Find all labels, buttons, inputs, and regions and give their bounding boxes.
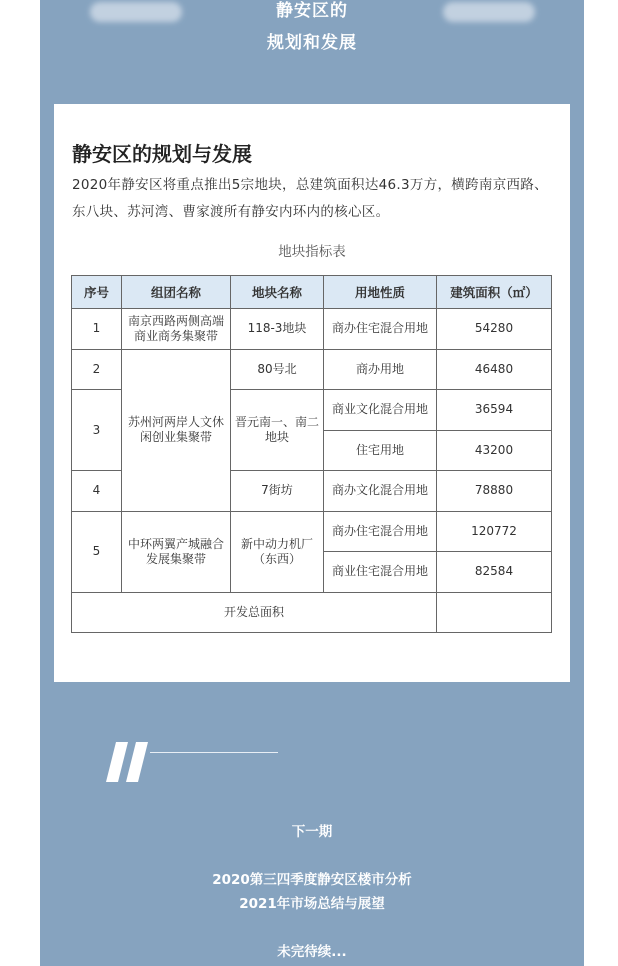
total-value	[437, 592, 552, 633]
cell-area: 120772	[437, 511, 552, 552]
quote-divider	[150, 752, 278, 753]
header-title-line1: 静安区的	[276, 1, 348, 21]
article-title: 静安区的规划与发展	[72, 142, 252, 166]
cell-no: 3	[72, 390, 122, 471]
cell-group: 苏州河两岸人文休闲创业集聚带	[122, 349, 231, 511]
to-be-continued: 未完待续...	[277, 944, 347, 960]
cell-area: 82584	[437, 552, 552, 593]
cell-use: 住宅用地	[324, 430, 437, 471]
next-issue-title-line1: 2020第三四季度静安区楼市分析	[212, 872, 412, 888]
content-card	[54, 104, 570, 682]
plot-index-table	[71, 275, 552, 633]
header-cell-plot: 地块名称	[231, 276, 324, 309]
table-row	[72, 349, 552, 390]
table-total-row	[72, 592, 552, 633]
next-issue-label: 下一期	[291, 824, 333, 840]
header-title-line2: 规划和发展	[267, 33, 357, 53]
cell-area: 46480	[437, 349, 552, 390]
cell-area: 43200	[437, 430, 552, 471]
article-panel	[40, 0, 584, 966]
cell-area: 54280	[437, 309, 552, 350]
table-row	[72, 309, 552, 350]
cell-group: 南京西路两侧高端商业商务集聚带	[122, 309, 231, 350]
cell-use: 商办文化混合用地	[324, 471, 437, 512]
cell-plot: 晋元南一、南二地块	[231, 390, 324, 471]
cell-no: 2	[72, 349, 122, 390]
header-cell-use: 用地性质	[324, 276, 437, 309]
cell-plot: 7街坊	[231, 471, 324, 512]
cell-plot: 118-3地块	[231, 309, 324, 350]
article-intro: 2020年静安区将重点推出5宗地块，总建筑面积达46.3万方，横跨南京西路、东八块、苏河湾、曹家渡所有静安内环内的核心区。	[72, 177, 548, 220]
table-caption: 地块指标表	[278, 244, 346, 260]
cell-use: 商办用地	[324, 349, 437, 390]
header-cell-group: 组团名称	[122, 276, 231, 309]
cell-use: 商业文化混合用地	[324, 390, 437, 431]
cell-no: 4	[72, 471, 122, 512]
next-issue-title-line2: 2021年市场总结与展望	[239, 896, 385, 912]
cell-use: 商办住宅混合用地	[324, 511, 437, 552]
cell-use: 商办住宅混合用地	[324, 309, 437, 350]
cell-plot: 新中动力机厂（东西）	[231, 511, 324, 592]
cell-area: 78880	[437, 471, 552, 512]
cell-no: 1	[72, 309, 122, 350]
quote-icon	[106, 740, 150, 784]
table-row	[72, 511, 552, 552]
header-cell-area: 建筑面积（㎡）	[437, 276, 552, 309]
cell-no: 5	[72, 511, 122, 592]
header-cell-no: 序号	[72, 276, 122, 309]
cell-use: 商业住宅混合用地	[324, 552, 437, 593]
cell-area: 36594	[437, 390, 552, 431]
total-label: 开发总面积	[72, 592, 437, 633]
cell-plot: 80号北	[231, 349, 324, 390]
table-header-row	[72, 276, 552, 309]
cell-group: 中环两翼产城融合发展集聚带	[122, 511, 231, 592]
